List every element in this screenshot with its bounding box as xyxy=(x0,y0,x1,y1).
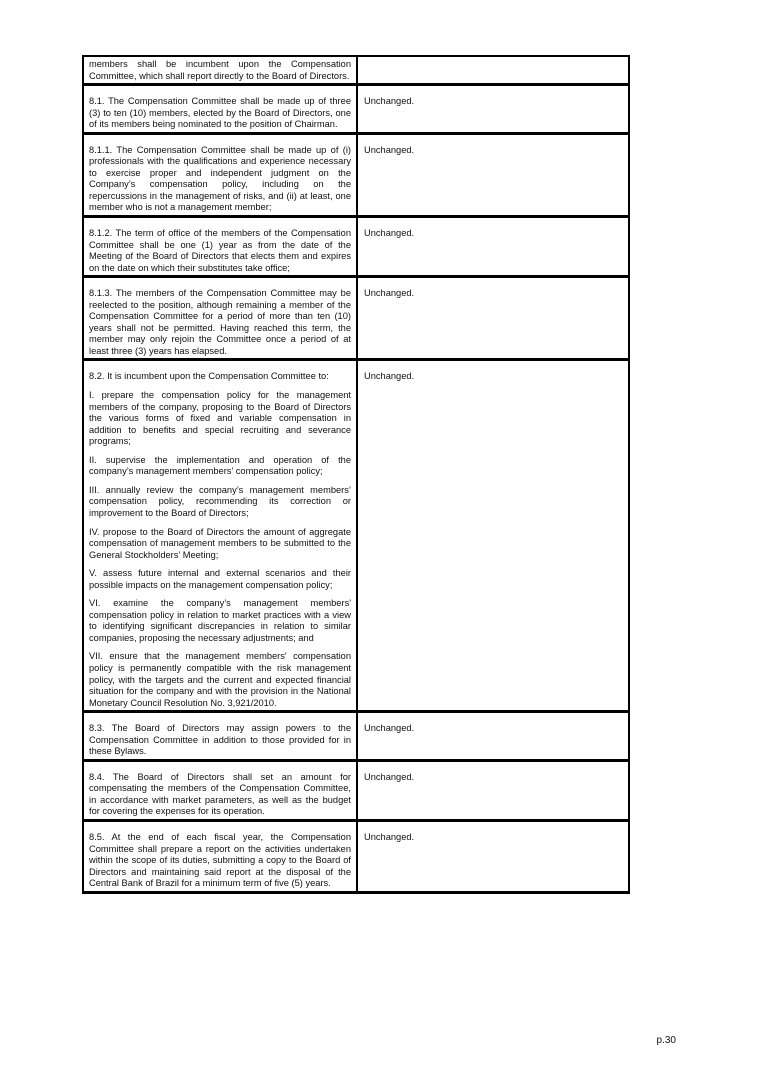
proposal-cell: Unchanged. xyxy=(358,218,630,278)
proposal-cell: Unchanged. xyxy=(358,822,630,894)
proposal-cell: Unchanged. xyxy=(358,762,630,822)
table-row xyxy=(84,822,630,894)
paragraph: 8.1.3. The members of the Compensation Committee may be reelected to the position, although remaining a member of the Compensation Committee for a period of more than ten (10) years shall not be permitted. Having reached this term, the member may only rejoin the Committee once a period of at least three (3) years has elapsed. xyxy=(89,288,351,356)
table-row xyxy=(84,361,630,713)
table-row xyxy=(84,135,630,218)
original-text-cell xyxy=(84,86,358,135)
paragraph: members shall be incumbent upon the Compensation Committee, which shall report directly to the Board of Directors. xyxy=(89,59,351,81)
proposal-cell: Unchanged. xyxy=(358,361,630,713)
table-row xyxy=(84,57,630,86)
paragraph: III. annually review the company’s management members’ compensation policy, recommending its correction or improvement to the Board of Directors; xyxy=(89,484,351,518)
bylaws-comparison-table xyxy=(82,55,630,894)
proposal-cell: Unchanged. xyxy=(358,135,630,218)
paragraph: VI. examine the company’s management members' compensation policy in relation to market practices with a view to identifying significant discrepancies in relation to similar companies, proposing the necessary adjustments; and xyxy=(89,598,351,643)
original-text-cell xyxy=(84,57,358,86)
proposal-cell: Unchanged. xyxy=(358,713,630,762)
paragraph: 8.1.2. The term of office of the members of the Compensation Committee shall be one (1) year as from the date of the Meeting of the Board of Directors that elects them and expires on the date on which their substitutes take office; xyxy=(89,228,351,273)
paragraph: I. prepare the compensation policy for the management members of the company, proposing to the Board of Directors the various forms of fixed and variable compensation in addition to benefits and special recruiting and severance programs; xyxy=(89,390,351,447)
paragraph: 8.5. At the end of each fiscal year, the Compensation Committee shall prepare a report on the activities undertaken within the scope of its duties, submitting a copy to the Board of Directors and maintaining said report at the disposal of the Central Bank of Brazil for a minimum term of five (5) years. xyxy=(89,831,351,889)
paragraph: 8.4. The Board of Directors shall set an amount for compensating the members of the Compensation Committee, in accordance with market parameters, as well as the budget for covering the expenses for its operation. xyxy=(89,771,351,817)
original-text-cell xyxy=(84,822,358,894)
proposal-cell xyxy=(358,57,630,86)
paragraph: 8.2. It is incumbent upon the Compensation Committee to: xyxy=(89,371,329,382)
paragraph: 8.1.1. The Compensation Committee shall be made up of (i) professionals with the qualifications and experience necessary to exercise proper and independent judgment on the Company’s compensation policy, including on the repercussions in the management of risks, and (ii) at least, one member who is not a management member; xyxy=(89,144,351,213)
paragraph: II. supervise the implementation and operation of the company’s management members’ compensation policy; xyxy=(89,454,351,477)
table-row xyxy=(84,86,630,135)
original-text-cell xyxy=(84,713,358,762)
paragraph: V. assess future internal and external scenarios and their possible impacts on the management compensation policy; xyxy=(89,568,351,590)
table-row xyxy=(84,278,630,361)
proposal-cell: Unchanged. xyxy=(358,86,630,135)
original-text-cell xyxy=(84,135,358,218)
table-row xyxy=(84,762,630,822)
table-row xyxy=(84,218,630,278)
paragraph: IV. propose to the Board of Directors the amount of aggregate compensation of management members to be submitted to the General Stockholders’ Meeting; xyxy=(89,526,351,560)
table-row xyxy=(84,713,630,762)
original-text-cell xyxy=(84,762,358,822)
page-number: p.30 xyxy=(656,1035,676,1046)
original-text-cell xyxy=(84,361,358,713)
paragraph: 8.1. The Compensation Committee shall be made up of three (3) to ten (10) members, elected by the Board of Directors, one of its members being nominated to the position of Chairman. xyxy=(89,96,351,130)
original-text-cell xyxy=(84,278,358,361)
paragraph: VII. ensure that the management members' compensation policy is permanently compatible with the risk management policy, with the targets and the current and expected financial situation for the company and with the provision in the National Monetary Council Resolution No. 3,921/2010. xyxy=(89,651,351,708)
original-text-cell xyxy=(84,218,358,278)
paragraph: 8.3. The Board of Directors may assign powers to the Compensation Committee in addition to those provided for in these Bylaws. xyxy=(89,723,351,757)
proposal-cell: Unchanged. xyxy=(358,278,630,361)
